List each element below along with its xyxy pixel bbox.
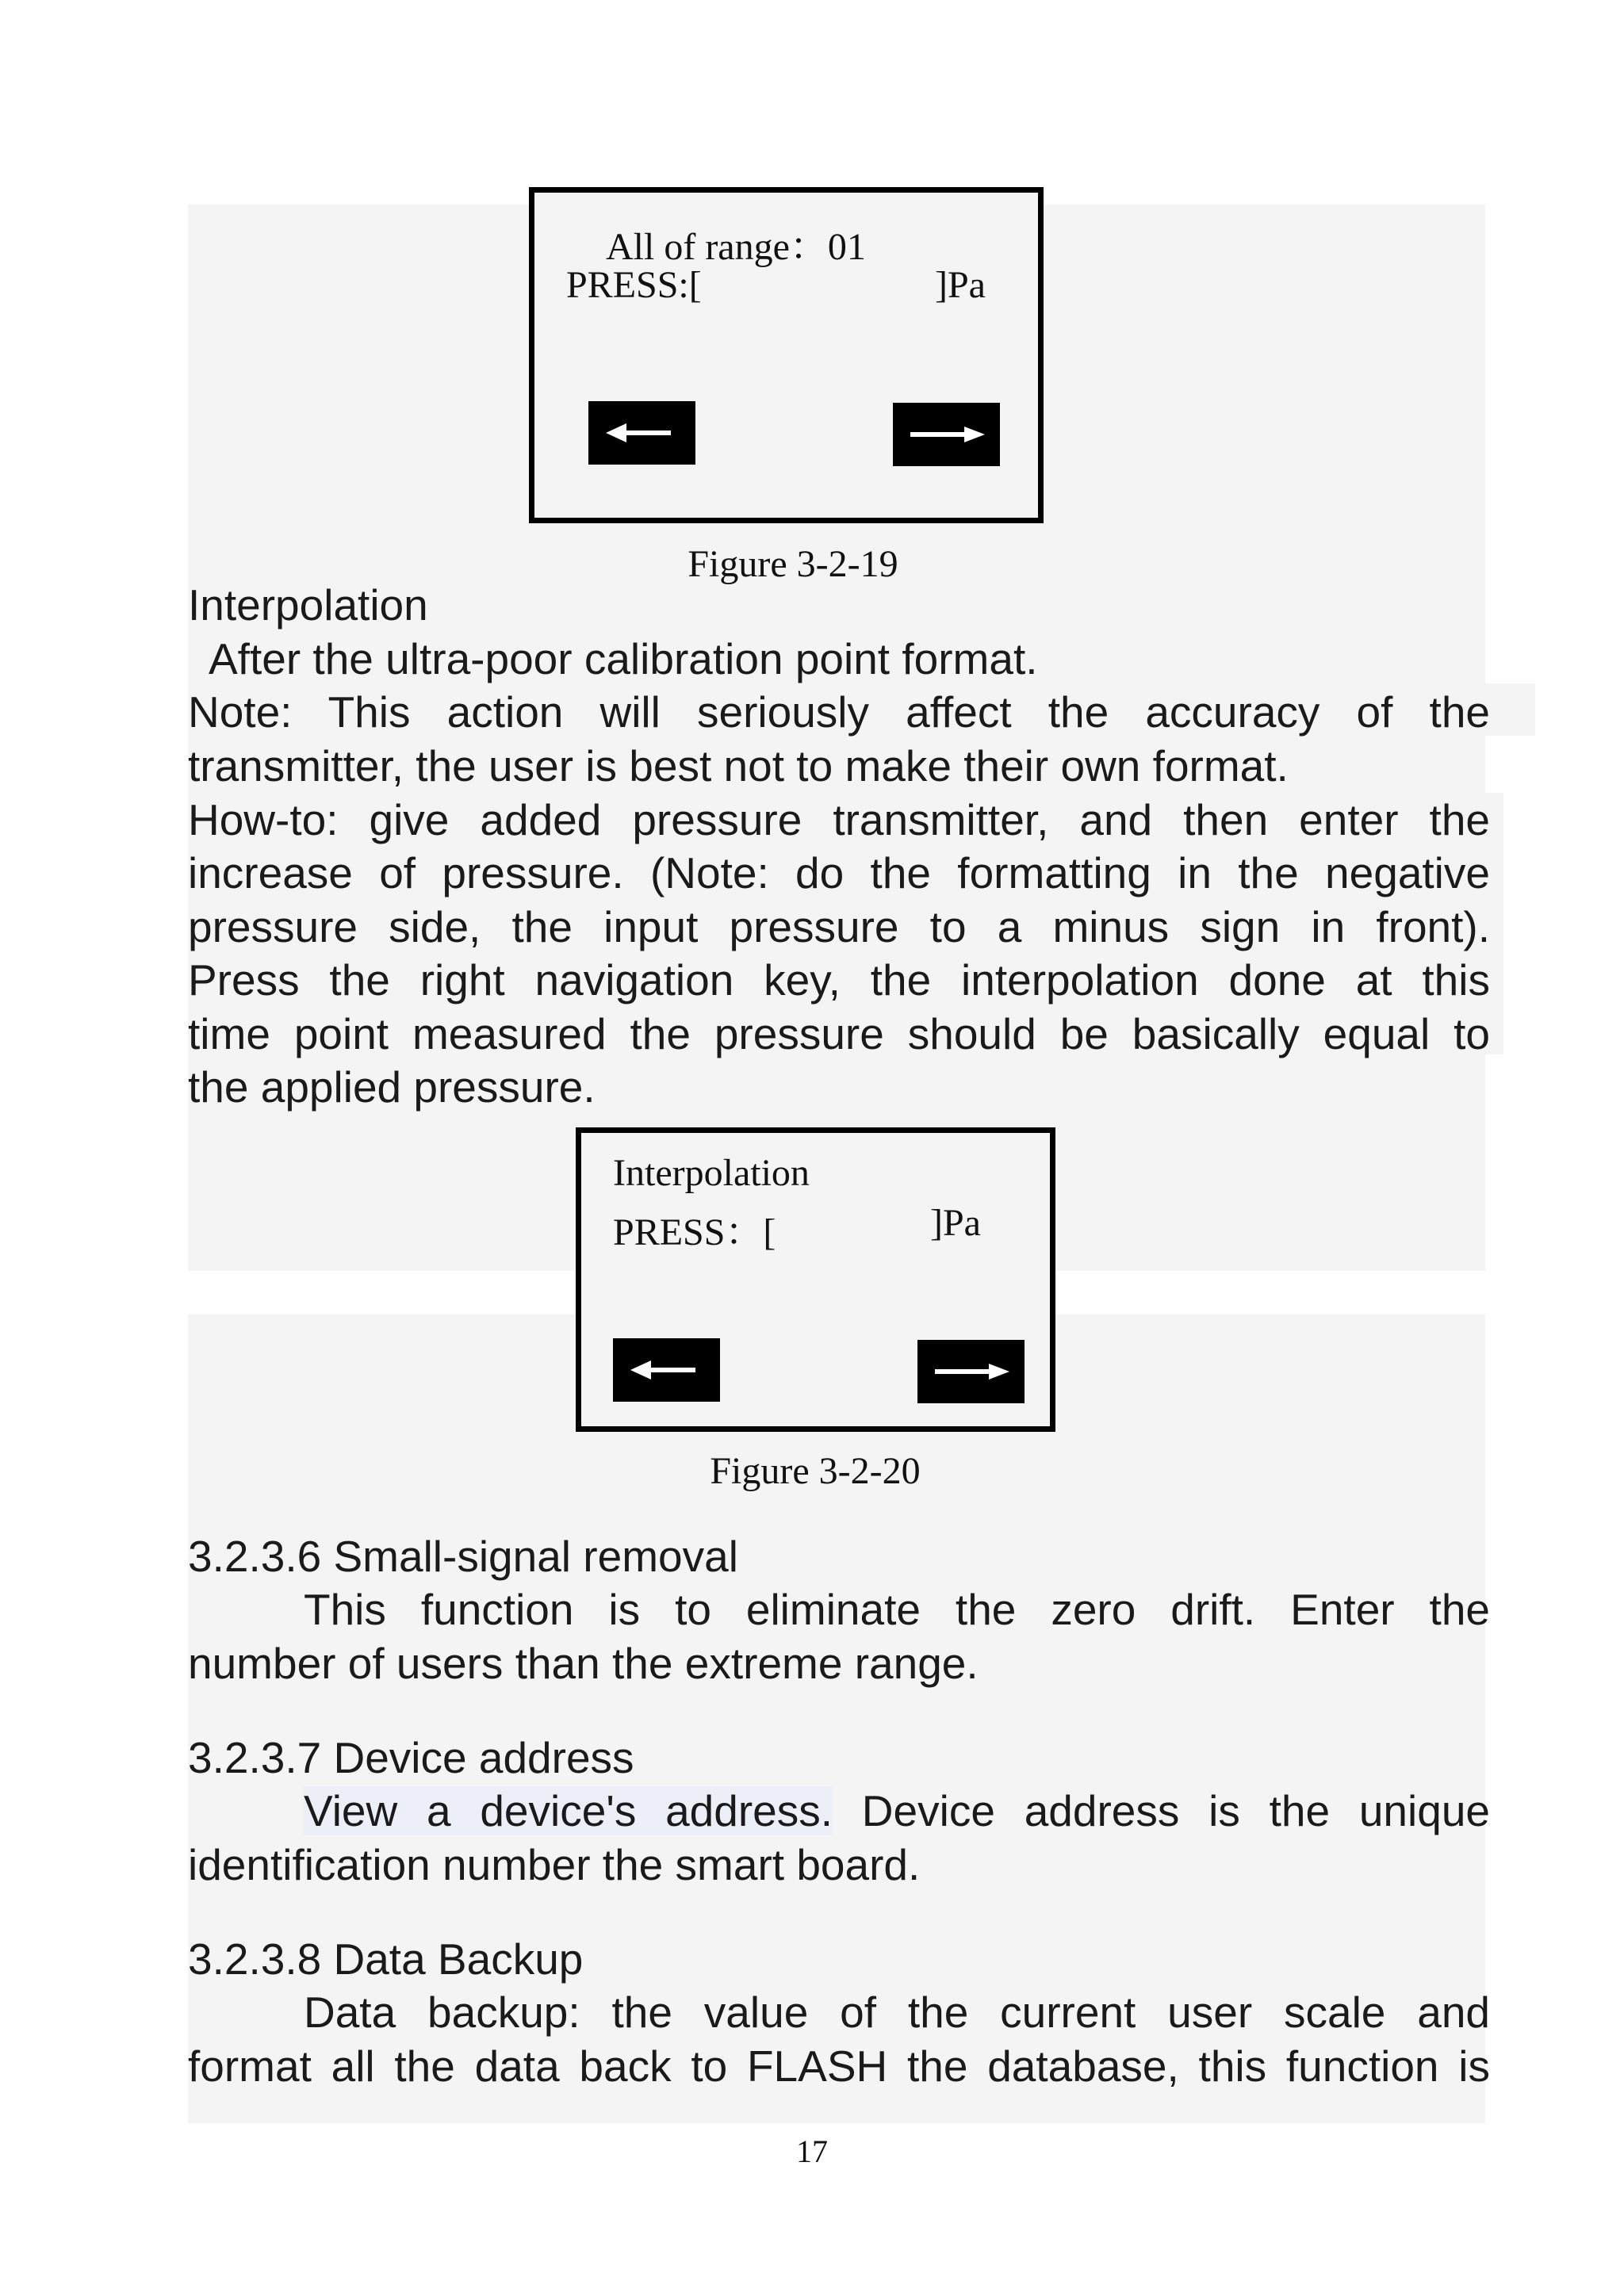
lcd-right-key[interactable] [893, 403, 1000, 466]
lcd-range-line: All of range：01 [606, 226, 866, 268]
lcd-left-key[interactable] [613, 1338, 720, 1402]
interpolation-heading: Interpolation [188, 580, 428, 629]
figure-3-2-20-caption: Figure 3-2-20 [710, 1450, 921, 1492]
section-3-2-3-6-heading: 3.2.3.6 Small-signal removal [188, 1532, 738, 1581]
lcd-mode-line: Interpolation [613, 1152, 810, 1194]
arrow-right-icon [893, 403, 1000, 466]
lcd-left-key[interactable] [588, 401, 695, 465]
lcd-press-label: PRESS:[ [566, 264, 702, 306]
section-3-2-3-6-line-2: number of users than the extreme range. [188, 1639, 979, 1688]
section-3-2-3-6-line-1: This function is to eliminate the zero drift. Enter the [304, 1585, 1490, 1634]
address-text-rest: Device address is the unique [833, 1786, 1490, 1835]
section-3-2-3-7-line-2: identification number the smart board. [188, 1840, 921, 1889]
section-3-2-3-7-heading: 3.2.3.7 Device address [188, 1733, 634, 1782]
section-3-2-3-8-heading: 3.2.3.8 Data Backup [188, 1934, 584, 1984]
howto-line-5: time point measured the pressure should be basically equal to [188, 1009, 1490, 1058]
howto-line-6: the applied pressure. [188, 1062, 596, 1112]
note-line-shade [1483, 683, 1535, 736]
page-number: 17 [796, 2133, 828, 2169]
figure-3-2-19-caption: Figure 3-2-19 [688, 543, 898, 585]
lcd-press-label: PRESS：[ [613, 1211, 776, 1253]
arrow-right-icon [917, 1340, 1025, 1403]
lcd-press-unit: ]Pa [930, 1202, 981, 1244]
arrow-left-icon [588, 401, 695, 465]
lcd-right-key[interactable] [917, 1340, 1025, 1403]
howto-line-3: pressure side, the input pressure to a minus sign in front). [188, 902, 1490, 951]
howto-line-2: increase of pressure. (Note: do the formatting in the negative [188, 848, 1490, 897]
lcd-screen-figure-3-2-20 [576, 1127, 1055, 1432]
section-3-2-3-7-line-1 [188, 1785, 1490, 1839]
howto-line-1: How-to: give added pressure transmitter, and then enter the [188, 795, 1490, 844]
arrow-left-icon [613, 1338, 720, 1402]
section-3-2-3-8-line-1: Data backup: the value of the current user scale and [304, 1988, 1490, 2037]
interpolation-intro: After the ultra-poor calibration point format. [209, 634, 1038, 683]
lcd-screen-figure-3-2-19 [529, 187, 1044, 523]
interpolation-note-line-2: transmitter, the user is best not to make their own format. [188, 741, 1289, 790]
interpolation-note-line-1: Note: This action will seriously affect the accuracy of the [188, 687, 1490, 737]
section-3-2-3-8-line-2: format all the data back to FLASH the database, this function is [188, 2042, 1490, 2091]
howto-line-4: Press the right navigation key, the interpolation done at this [188, 955, 1490, 1004]
highlighted-text: View a device's address. [304, 1786, 833, 1835]
lcd-press-unit: ]Pa [935, 264, 986, 306]
